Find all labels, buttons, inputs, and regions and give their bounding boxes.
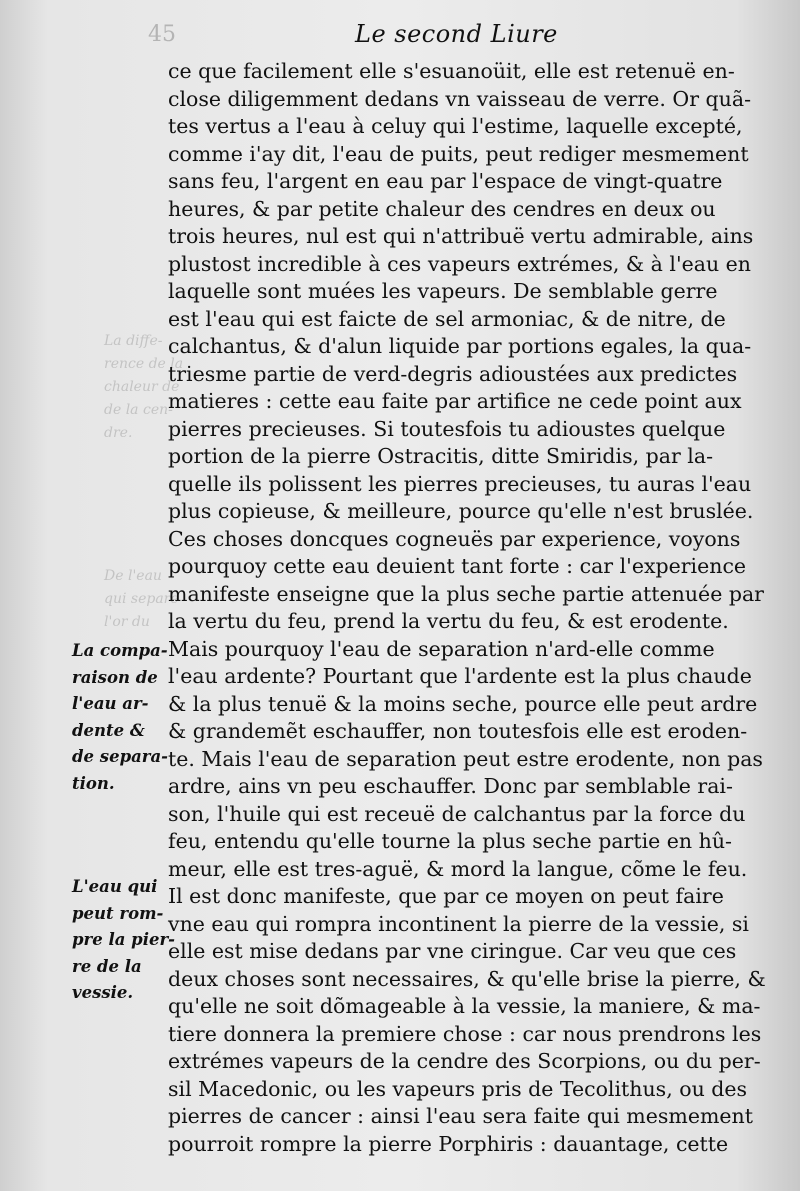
text-line: pourquoy cette eau deuient tant forte : car l'experience [168, 554, 747, 578]
text-line: la vertu du feu, prend la vertu du feu, & est erodente. [168, 609, 729, 633]
text-line: sans feu, l'argent en eau par l'espace de vingt-quatre [168, 169, 723, 193]
text-line: pierres de cancer : ainsi l'eau sera faite qui mesmement [168, 1104, 753, 1128]
text-line: son, l'huile qui est receuë de calchantus par la force du [168, 801, 746, 826]
text-line: deux choses sont necessaires, & qu'elle brise la pierre, & [168, 966, 766, 991]
margin-note-comparison: La compa- raison de l'eau ar- dente & de separa- tion. [72, 641, 169, 793]
text-line: heures, & par petite chaleur des cendres en deux ou [168, 196, 716, 221]
text-line: meur, elle est tres-aguë, & mord la langue, cõme le feu. [168, 856, 748, 881]
text-line: matieres : cette eau faite par artifice ne cede point aux [168, 389, 742, 413]
text-line: extrémes vapeurs de la cendre des Scorpions, ou du per- [168, 1049, 761, 1073]
text-line: & grandemẽt eschauffer, non toutesfois elle est eroden- [168, 719, 748, 743]
text-line: l'eau ardente? Pourtant que l'ardente est la plus chaude [168, 664, 752, 688]
running-title: Le second Liure [355, 20, 558, 48]
text-line: plus copieuse, & meilleure, pource qu'elle n'est bruslée. [168, 499, 754, 523]
bleed-through-note-1: La diffe- rence de la chaleur de de la cen- dre. [104, 333, 184, 441]
text-line: quelle ils polissent les pierres precieuses, tu auras l'eau [168, 471, 752, 496]
text-line: pourroit rompre la pierre Porphiris : dauantage, cette [168, 1131, 729, 1156]
text-line: Ces choses doncques cogneuës par experience, voyons [168, 526, 741, 551]
main-text-block [168, 58, 788, 1158]
text-line: calchantus, & d'alun liquide par portions egales, la qua- [168, 334, 752, 358]
text-line: comme i'ay dit, l'eau de puits, peut rediger mesmement [168, 141, 749, 166]
text-line: ardre, ains vn peu eschauffer. Donc par semblable rai- [168, 774, 733, 798]
text-line: te. Mais l'eau de separation peut estre erodente, non pas [168, 746, 763, 771]
text-line: pierres precieuses. Si toutesfois tu adioustes quelque [168, 416, 726, 441]
text-line: Il est donc manifeste, que par ce moyen on peut faire [168, 884, 724, 908]
text-line: vne eau qui rompra incontinent la pierre de la vessie, si [168, 911, 749, 936]
text-line: qu'elle ne soit dõmageable à la vessie, la maniere, & ma- [168, 994, 761, 1018]
text-line: close diligemment dedans vn vaisseau de verre. Or quã- [168, 86, 752, 111]
text-line: sil Macedonic, ou les vapeurs pris de Tecolithus, ou des [168, 1076, 748, 1101]
text-line: manifeste enseigne que la plus seche partie attenuée par [168, 581, 764, 606]
bleed-through-note-2: De l'eau qui separe l'or du [104, 568, 179, 630]
text-line: trois heures, nul est qui n'attribuë vertu admirable, ains [168, 224, 754, 248]
text-line: feu, entendu qu'elle tourne la plus seche partie en hû- [168, 829, 732, 853]
text-line: tiere donnera la premiere chose : car nous prendrons les [168, 1021, 762, 1046]
text-line: tes vertus a l'eau à celuy qui l'estime, laquelle excepté, [168, 114, 743, 138]
page-number: 45 [148, 22, 176, 47]
text-line: Mais pourquoy l'eau de separation n'ard-elle comme [168, 636, 715, 661]
text-line: triesme partie de verd-degris adioustées aux predictes [168, 361, 738, 386]
text-line: portion de la pierre Ostracitis, ditte Smiridis, par la- [168, 444, 714, 468]
text-line: ce que facilement elle s'esuanoüit, elle est retenuë en- [168, 59, 735, 83]
text-line: elle est mise dedans par vne ciringue. Car veu que ces [168, 939, 737, 963]
margin-note-bladder-stone: L'eau qui peut rom- pre la pier- re de la vessie. [72, 877, 176, 1002]
text-line: & la plus tenuë & la moins seche, pource elle peut ardre [168, 691, 758, 716]
text-line: plustost incredible à ces vapeurs extrémes, & à l'eau en [168, 251, 752, 276]
text-line: laquelle sont muées les vapeurs. De semblable gerre [168, 279, 718, 303]
text-line: est l'eau qui est faicte de sel armoniac, & de nitre, de [168, 306, 726, 331]
